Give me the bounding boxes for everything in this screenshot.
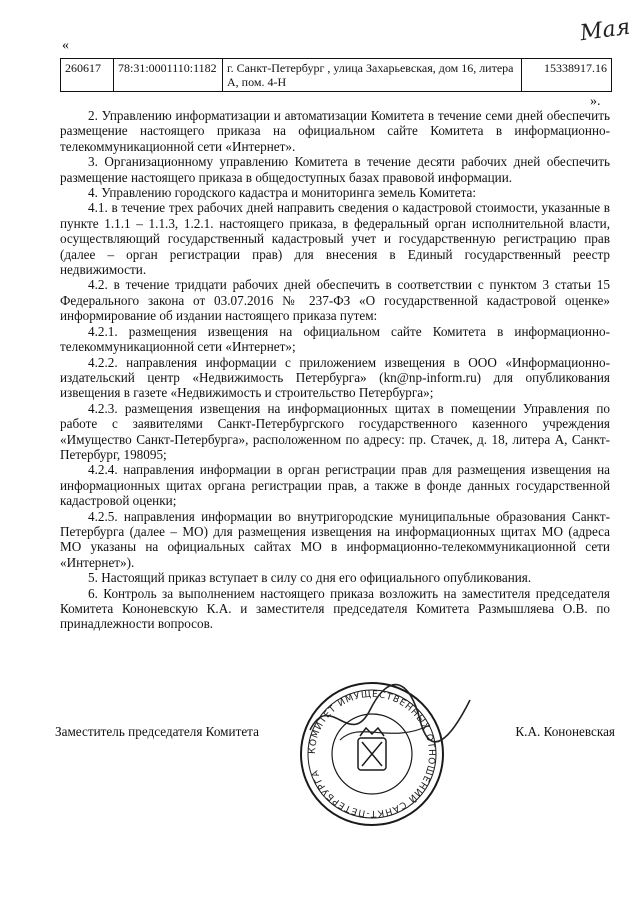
paragraph-4-2-3: 4.2.3. размещения извещения на информационных щитах в помещении Управления по работе с заявителями Санкт-Петербургского государственного казенного учреждения «Имущество Санкт-Петербурга», расположенном по адресу: пр. Стачек, д. 18, литера А, Санкт-Петербург, 198095;	[60, 400, 610, 462]
svg-text:КОМИТЕТ ИМУЩЕСТВЕННЫХ ОТНОШЕНИ: КОМИТЕТ ИМУЩЕСТВЕННЫХ ОТНОШЕНИЙ САНКТ-ПЕТЕРБУРГА	[307, 689, 437, 819]
object-address: г. Санкт-Петербург , улица Захарьевская, дом 16, литера А, пом. 4-Н	[223, 59, 522, 92]
cadastral-number: 78:31:0001110:1182	[114, 59, 223, 92]
row-number: 260617	[61, 59, 114, 92]
handwritten-mark: Мая	[578, 14, 632, 47]
paragraph-4-2-1: 4.2.1. размещения извещения на официальном сайте Комитета в информационно-телекоммуникационной сети «Интернет»;	[60, 323, 610, 355]
paragraph-2: 2. Управлению информатизации и автоматизации Комитета в течение семи дней обеспечить размещение настоящего приказа на официальном сайте Комитета в информационно-телекоммуникационной сети «Интернет».	[60, 108, 610, 154]
registry-table	[60, 58, 612, 92]
table-row	[61, 59, 612, 92]
paragraph-6: 6. Контроль за выполнением настоящего приказа возложить на заместителя председателя Комитета Кононевскую К.А. и заместителя председателя Комитета Размышляева О.В. по принадлежности вопросов.	[60, 585, 610, 632]
paragraph-4-1: 4.1. в течение трех рабочих дней направить сведения о кадастровой стоимости, указанные в пункте 1.1.1 – 1.1.3, 1.2.1. настоящего приказа, в федеральный орган исполнительной власти, осуществляющий государственный кадастровый учет и государственную регистрацию прав (далее – орган регистрации прав) для внесения в Единый государственный реестр недвижимости.	[60, 200, 610, 278]
closing-quote: ».	[590, 94, 601, 109]
paragraph-5: 5. Настоящий приказ вступает в силу со дня его официального опубликования.	[88, 570, 532, 586]
paragraph-4-2: 4.2. в течение тридцати рабочих дней обеспечить в соответствии с пунктом 3 статьи 15 Федерального закона от 03.07.2016 № 237-ФЗ «О государственной кадастровой оценке» информирование об издании настоящего приказа путем:	[60, 277, 610, 324]
order-body	[60, 108, 610, 632]
paragraph-4-2-5: 4.2.5. направления информации во внутригородские муниципальные образования Санкт-Петербурга (далее – МО) для размещения извещения на информационных щитах МО (адреса МО указаны на официальных сайтах МО в информационно-телекоммуникационной сети «Интернет»).	[60, 508, 610, 570]
handwritten-signature	[300, 670, 480, 760]
paragraph-4: 4. Управлению городского кадастра и мониторинга земель Комитета:	[88, 185, 477, 201]
paragraph-3: 3. Организационному управлению Комитета в течение десяти рабочих дней обеспечить размещение настоящего приказа в общедоступных базах правовой информации.	[60, 154, 610, 185]
opening-quote: «	[62, 38, 69, 53]
paragraph-4-2-2: 4.2.2. направления информации с приложением извещения в ООО «Информационно-издательский центр «Недвижимость Петербурга» (kn@np-inform.ru) для опубликования извещения в газете «Недвижимость и строительство Петербурга»;	[60, 354, 610, 401]
signatory-name: К.А. Кононевская	[515, 724, 615, 739]
signatory-position: Заместитель председателя Комитета	[55, 724, 259, 739]
cadastral-value: 15338917.16	[522, 59, 612, 92]
paragraph-4-2-4: 4.2.4. направления информации в орган регистрации прав для размещения извещения на информационных щитах органа регистрации прав, а также в фонде данных государственной кадастровой оценки;	[60, 462, 610, 509]
